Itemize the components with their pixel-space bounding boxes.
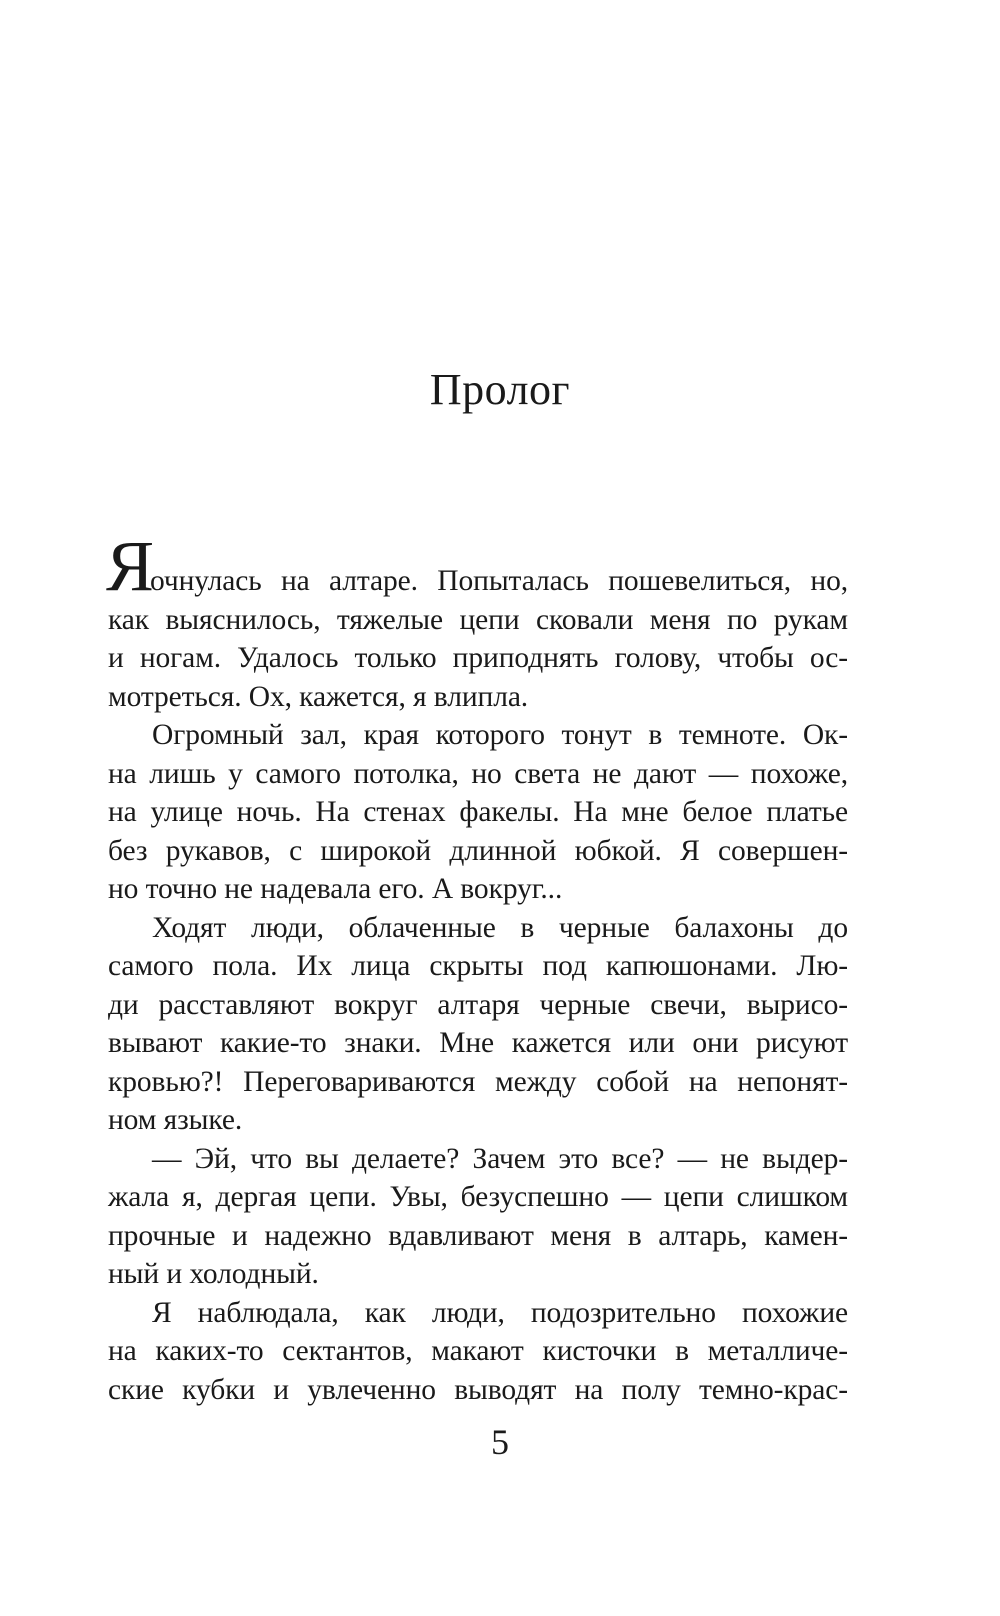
paragraph	[108, 562, 848, 716]
text-line: как выяснилось, тяжелые цепи сковали меня по рукам	[108, 603, 848, 636]
page-number: 5	[491, 1422, 509, 1462]
text-line: жала я, дергая цепи. Увы, безуспешно — цепи слишком	[108, 1181, 848, 1213]
text-line: ный и холодный.	[108, 1258, 319, 1290]
text-line: ном языке.	[108, 1104, 243, 1136]
chapter-title: Пролог	[429, 365, 571, 414]
text-line: вывают какие-то знаки. Мне кажется или они рисуют	[108, 1027, 848, 1059]
text-line: Я наблюдала, как люди, подозрительно похожие	[152, 1296, 848, 1329]
text-line: ди расставляют вокруг алтаря черные свечи, вырисо-	[108, 988, 848, 1021]
text-line: кровью?! Переговариваются между собой на непонят-	[108, 1065, 848, 1098]
text-line: — Эй, что вы делаете? Зачем это все? — не выдер-	[152, 1142, 848, 1175]
text-line: но точно не надевала его. А вокруг...	[108, 873, 563, 905]
text-line: прочные и надежно вдавливают меня в алтарь, камен-	[108, 1219, 848, 1252]
text-line: без рукавов, с широкой длинной юбкой. Я совершен-	[108, 834, 848, 867]
paragraph	[108, 909, 848, 1140]
text-line: очнулась на алтаре. Попыталась пошевелиться, но,	[150, 565, 848, 597]
paragraph	[108, 716, 848, 909]
text-line: Ходят люди, облаченные в черные балахоны до	[152, 911, 848, 944]
text-line: самого пола. Их лица скрыты под капюшонами. Лю-	[108, 950, 848, 982]
text-line: на каких-то сектантов, макают кисточки в металличе-	[108, 1335, 848, 1367]
text-line: ские кубки и увлеченно выводят на полу темно-крас-	[108, 1373, 848, 1406]
body-text	[108, 562, 848, 1409]
paragraph	[108, 1294, 848, 1410]
paragraph	[108, 1140, 848, 1294]
text-line: на улице ночь. На стенах факелы. На мне белое платье	[108, 796, 848, 828]
text-line: мотреться. Ох, кажется, я влипла.	[108, 680, 529, 713]
drop-cap: Я	[106, 526, 155, 606]
text-line: на лишь у самого потолка, но света не дают — похоже,	[108, 757, 848, 790]
text-line: Огромный зал, края которого тонут в темноте. Ок-	[152, 719, 848, 751]
text-line: и ногам. Удалось только приподнять голову, чтобы ос-	[108, 642, 848, 674]
